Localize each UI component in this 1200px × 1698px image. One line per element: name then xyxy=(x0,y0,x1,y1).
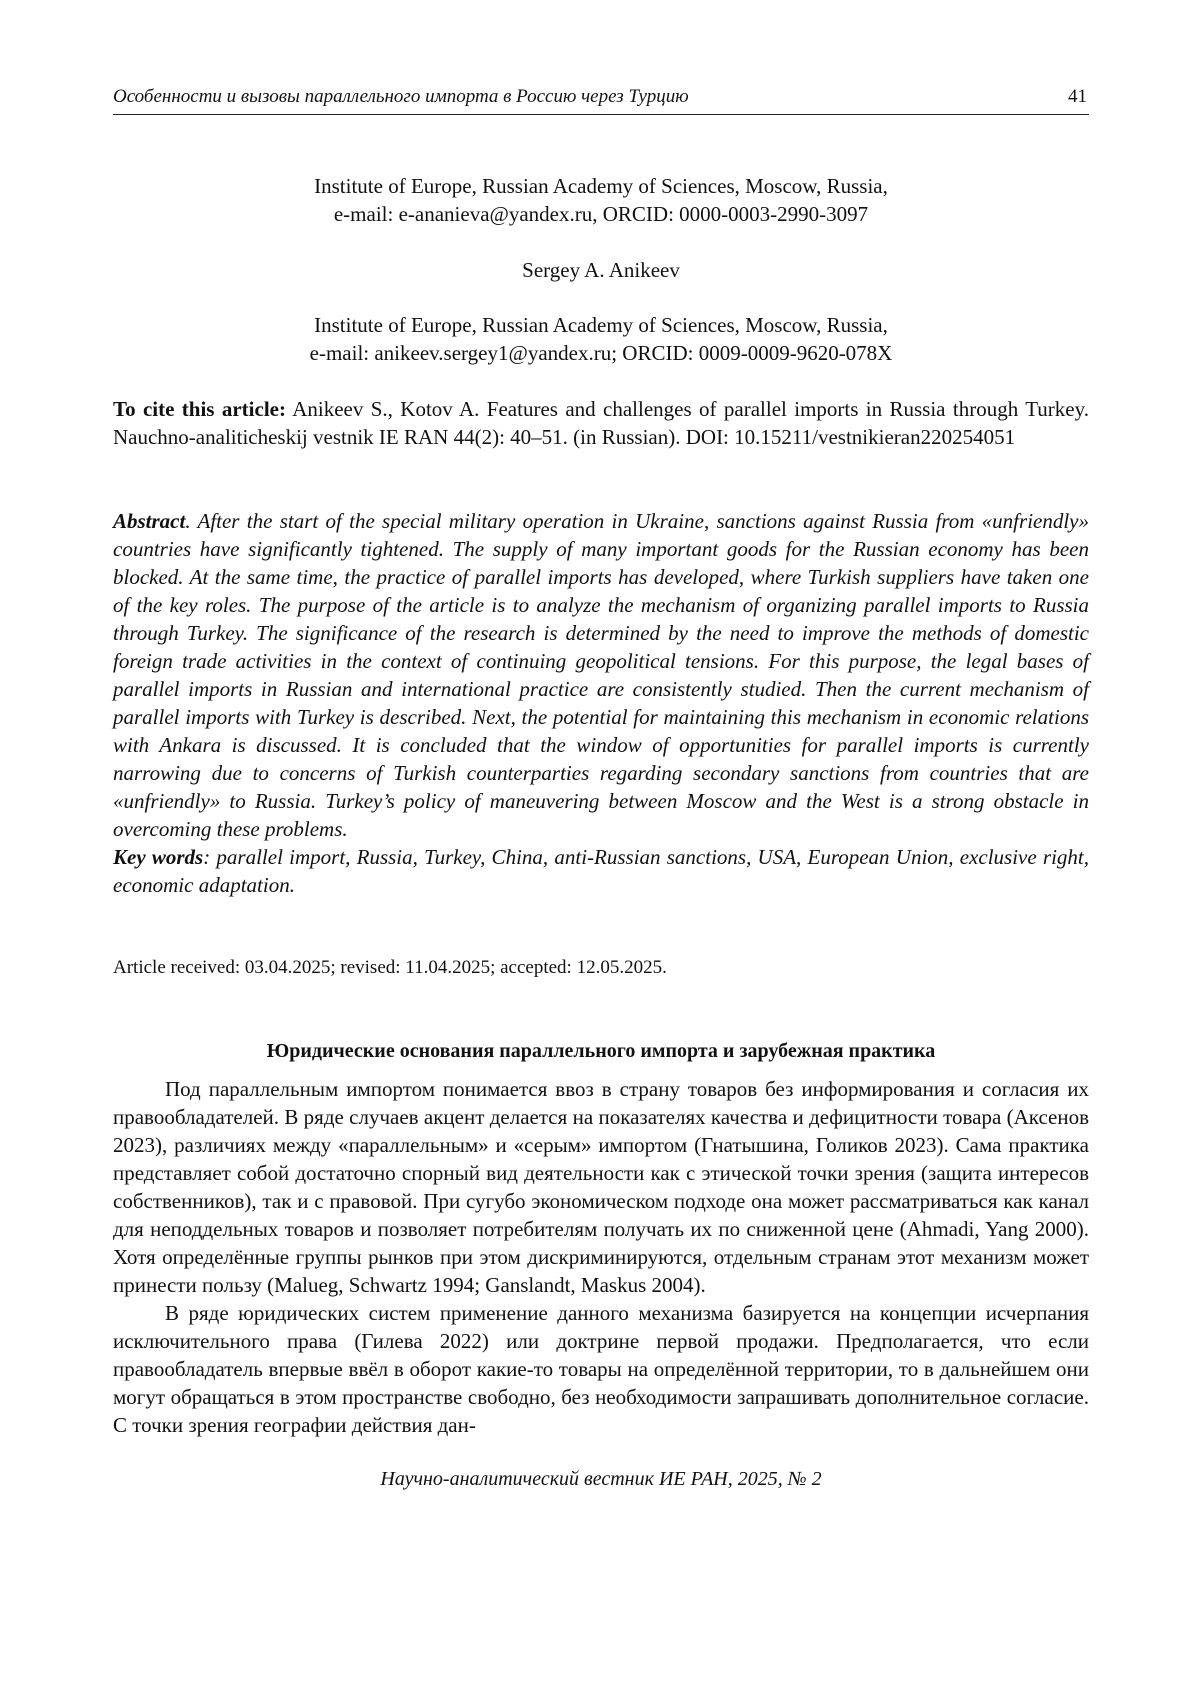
affiliation-2-line-2: e-mail: anikeev.sergey1@yandex.ru; ORCID: 0009-0009-9620-078X xyxy=(309,341,893,365)
affiliation-1-line-1: Institute of Europe, Russian Academy of Sciences, Moscow, Russia, xyxy=(314,174,888,198)
affiliation-1-line-2: e-mail: e-ananieva@yandex.ru, ORCID: 0000-0003-2990-3097 xyxy=(333,202,869,226)
page-number: 41 xyxy=(1068,86,1087,107)
body-text xyxy=(113,1075,1089,1439)
keywords-text: : parallel import, Russia, Turkey, China, anti-Russian sanctions, USA, European Union, exclusive right, economic adaptation. xyxy=(113,845,1089,897)
author-2-name: Sergey A. Anikeev xyxy=(522,258,680,282)
journal-footer: Научно-аналитический вестник ИЕ РАН, 2025, № 2 xyxy=(380,1468,822,1490)
running-header xyxy=(113,84,1089,115)
abstract-block xyxy=(113,507,1089,899)
section-heading: Юридические основания параллельного импорта и зарубежная практика xyxy=(266,1040,936,1062)
abstract-label: Abstract xyxy=(113,509,186,533)
citation-text: Anikeev S., Kotov A. Features and challenges of parallel imports in Russia through Turkey. Nauchno-analiticheskij vestnik IE RAN 44(2): 40–51. (in Russian). DOI: 10.15211/vestnikieran220254051 xyxy=(113,397,1089,449)
affiliation-2 xyxy=(113,311,1089,367)
citation-label: To cite this article: xyxy=(113,397,286,421)
article-dates: Article received: 03.04.2025; revised: 11.04.2025; accepted: 12.05.2025. xyxy=(113,957,667,978)
abstract-text: . After the start of the special military operation in Ukraine, sanctions against Russia from «unfriendly» countries have significantly tightened. The supply of many important goods for the Russian economy has been blocked. At the same time, the practice of parallel imports has developed, where Turkish suppliers have taken one of the key roles. The purpose of the article is to analyze the mechanism of organizing parallel imports to Russia through Turkey. The significance of the research is determined by the need to improve the methods of domestic foreign trade activities in the context of continuing geopolitical tensions. For this purpose, the legal bases of parallel imports in Russian and international practice are consistently studied. Then the current mechanism of parallel imports with Turkey is described. Next, the potential for maintaining this mechanism in economic relations with Ankara is discussed. It is concluded that the window of opportunities for parallel imports is currently narrowing due to concerns of Turkish counterparties regarding secondary sanctions from countries that are «unfriendly» to Russia. Turkey’s policy of maneuvering between Moscow and the West is a strong obstacle in overcoming these problems. xyxy=(113,509,1089,841)
affiliation-1 xyxy=(113,172,1089,228)
running-title: Особенности и вызовы параллельного импорта в Россию через Турцию xyxy=(113,86,689,107)
keywords-label: Key words xyxy=(113,845,204,869)
affiliation-2-line-1: Institute of Europe, Russian Academy of Sciences, Moscow, Russia, xyxy=(314,313,888,337)
body-paragraph-2: В ряде юридических систем применение данного механизма базируется на концепции исчерпания исключительного права (Гилева 2022) или доктрине первой продажи. Предполагается, что если правообладатель впервые ввёл в оборот какие-то товары на определённой территории, то в дальнейшем они могут обращаться в этом пространстве свободно, без необходимости запрашивать дополнительное согласие. С точки зрения географии действия дан- xyxy=(113,1301,1089,1437)
body-paragraph-1: Под параллельным импортом понимается ввоз в страну товаров без информирования и согласия их правообладателей. В ряде случаев акцент делается на показателях качества и дефицитности товара (Аксенов 2023), различиях между «параллельным» и «серым» импортом (Гнатышина, Голиков 2023). Сама практика представляет собой достаточно спорный вид деятельности как с этической точки зрения (защита интересов собственников), так и с правовой. При сугубо экономическом подходе она может рассматриваться как канал для неподдельных товаров и позволяет потребителям получать их по сниженной цене (Ahmadi, Yang 2000). Хотя определённые группы рынков при этом дискриминируются, отдельным странам этот механизм может принести пользу (Malueg, Schwartz 1994; Ganslandt, Maskus 2004). xyxy=(113,1077,1089,1297)
citation-block xyxy=(113,395,1089,451)
